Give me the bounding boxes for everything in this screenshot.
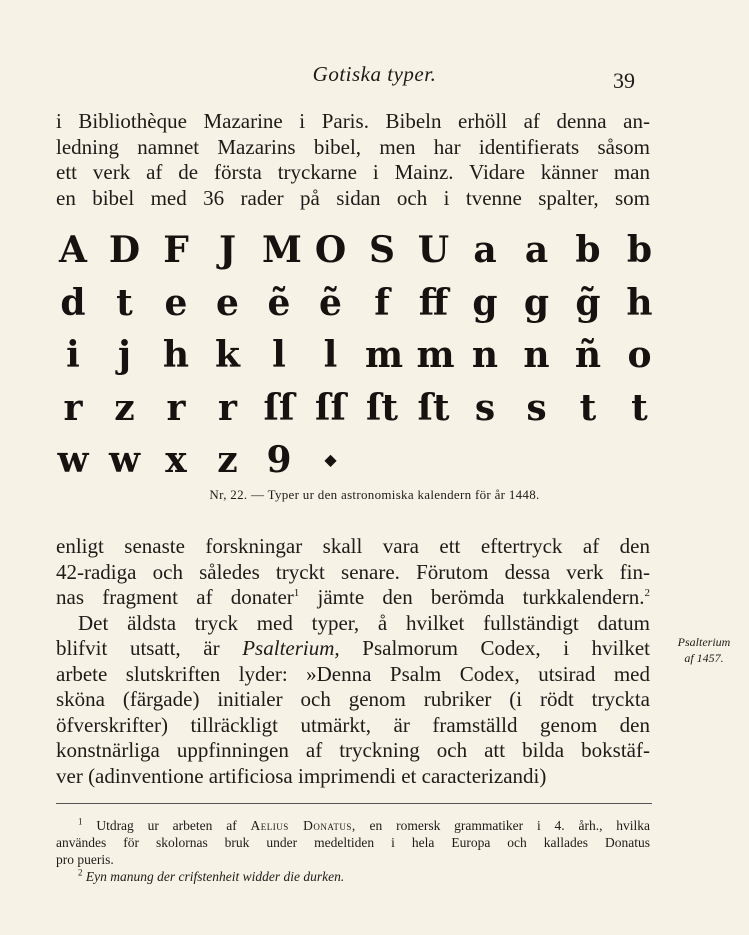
type-glyph: r	[218, 386, 237, 429]
text-run: nas fragment af donater	[56, 585, 294, 609]
margin-note-line: Psalterium	[677, 635, 731, 649]
specimen-row	[56, 386, 650, 430]
text-line	[56, 585, 650, 611]
specimen-row	[56, 281, 653, 325]
type-glyph: S	[369, 229, 395, 271]
type-glyph: e	[216, 281, 239, 324]
footnote-ref-1[interactable]: 1	[293, 587, 300, 599]
footnote-mark: 1	[78, 816, 83, 827]
type-glyph: d	[60, 281, 86, 324]
text-line: Det äldsta tryck med typer, å hvilket fullständigt datum	[78, 610, 650, 635]
type-glyph: n	[471, 334, 499, 376]
type-glyph: b	[575, 229, 601, 271]
text-line: 42-radiga och således tryckt senare. Förutom dessa verk fin-	[56, 559, 650, 584]
text-run: en romersk grammatiker i 4. årh., hvilka	[355, 818, 651, 833]
type-glyph: ẽ	[267, 281, 291, 324]
type-glyph: b	[626, 229, 653, 271]
author-name: Aelius Donatus,	[250, 818, 356, 833]
text-line: sköna (färgade) initialer och genom rubriker (i rödt tryckta	[56, 687, 650, 711]
type-glyph: 9	[266, 439, 292, 481]
specimen-row	[56, 438, 650, 482]
type-glyph: s	[474, 386, 496, 429]
text-line: ver (adinventione artificiosa imprimendi et caracterizandi)	[56, 763, 547, 788]
text-line: i Bibliothèque Mazarine i Paris. Bibeln erhöll af denna an-	[56, 109, 650, 133]
type-glyph: ff	[418, 281, 449, 324]
text-line	[56, 636, 650, 662]
footnote-line: pro pueris.	[56, 852, 114, 867]
type-glyph: M	[262, 229, 302, 271]
text-line: arbete slutskriften lyder: »Denna Psalm Codex, utsirad med	[56, 661, 650, 686]
intro-paragraph	[56, 109, 650, 211]
text-run: jämte den berömda turkkalendern.	[299, 585, 645, 609]
type-glyph: ſſ	[315, 386, 346, 429]
type-glyph: ẽ	[319, 281, 342, 324]
text-line: ett verk af de första tryckarne i Mainz. Vidare känner man	[56, 160, 650, 184]
footnote-line: användes för skolornas bruk under medeltiden i hela Europa och kallades Donatus	[56, 835, 650, 850]
type-glyph: x	[165, 439, 187, 481]
type-glyph: g	[523, 281, 550, 324]
psalterium-title: Psalterium,	[242, 636, 340, 660]
footnote-mark: 2	[78, 867, 83, 878]
type-glyph: r	[166, 386, 186, 429]
type-glyph: ſſ	[263, 386, 295, 429]
type-glyph: z	[217, 439, 238, 481]
type-glyph: ſt	[417, 386, 450, 429]
type-glyph: w	[109, 439, 140, 481]
type-glyph: ſt	[365, 386, 399, 429]
type-glyph: t	[116, 281, 133, 324]
footnote-2	[56, 868, 650, 885]
type-glyph: n	[523, 334, 550, 376]
type-glyph: r	[63, 386, 83, 429]
type-glyph: ◆	[324, 450, 337, 469]
text-line: enligt senaste forskningar skall vara ett eftertryck af den	[56, 534, 650, 558]
specimen-row	[56, 228, 653, 272]
type-glyph: o	[627, 334, 652, 376]
text-line: konstnärliga uppfinningen af tryckning och att bilda bokstäf-	[56, 738, 650, 762]
type-glyph: w	[57, 439, 89, 481]
type-glyph: f	[374, 281, 390, 324]
type-glyph: e	[164, 281, 188, 324]
text-line: en bibel med 36 rader på sidan och i tvenne spalter, som	[56, 185, 650, 210]
type-glyph: A	[59, 229, 87, 271]
text-run: Utdrag ur arbeten af	[82, 818, 251, 833]
type-glyph: i	[66, 334, 80, 376]
type-glyph: g	[472, 281, 498, 324]
type-glyph: k	[215, 334, 240, 376]
type-glyph: h	[626, 281, 653, 324]
footnotes	[56, 817, 650, 885]
page-number: 39	[613, 68, 635, 93]
type-glyph: O	[314, 229, 347, 271]
type-glyph: a	[524, 229, 549, 271]
type-glyph: ñ	[574, 334, 602, 376]
text-run: blifvit utsatt, är	[56, 636, 243, 660]
type-glyph: l	[323, 334, 338, 376]
type-glyph: m	[365, 334, 404, 376]
type-glyph: g̃	[575, 281, 601, 324]
type-glyph: J	[218, 229, 237, 271]
text-line: öfverskrifter) tillräckligt utmärkt, är framställd genom den	[56, 712, 650, 737]
type-glyph: U	[417, 229, 450, 271]
type-glyph: m	[416, 334, 455, 376]
type-glyph: s	[526, 386, 547, 429]
footnote-title: Eyn manung der crifstenheit widder die durken.	[82, 869, 345, 884]
margin-note	[660, 634, 748, 666]
running-head-title: Gotiska typer.	[312, 62, 437, 86]
type-glyph: a	[473, 229, 497, 271]
type-glyph: z	[114, 386, 135, 429]
footnote-divider	[56, 803, 652, 804]
type-glyph: F	[163, 229, 189, 271]
body-paragraph	[56, 534, 650, 789]
text-line: ledning namnet Mazarins bibel, men har identifierats såsom	[56, 134, 650, 159]
margin-note-line: af 1457.	[684, 651, 724, 665]
type-glyph: j	[117, 334, 132, 376]
specimen-row	[56, 333, 650, 377]
text-run: Psalmorum Codex, i hvilket	[339, 636, 650, 660]
type-glyph: t	[631, 386, 648, 429]
footnote-ref-2[interactable]: 2	[644, 587, 650, 599]
type-glyph: t	[579, 386, 597, 429]
figure-caption: Nr, 22. — Typer ur den astronomiska kalendern för år 1448.	[209, 487, 540, 502]
type-glyph: l	[272, 334, 286, 376]
type-glyph: D	[108, 229, 141, 271]
type-glyph: h	[162, 334, 190, 376]
footnote-1	[56, 817, 650, 834]
